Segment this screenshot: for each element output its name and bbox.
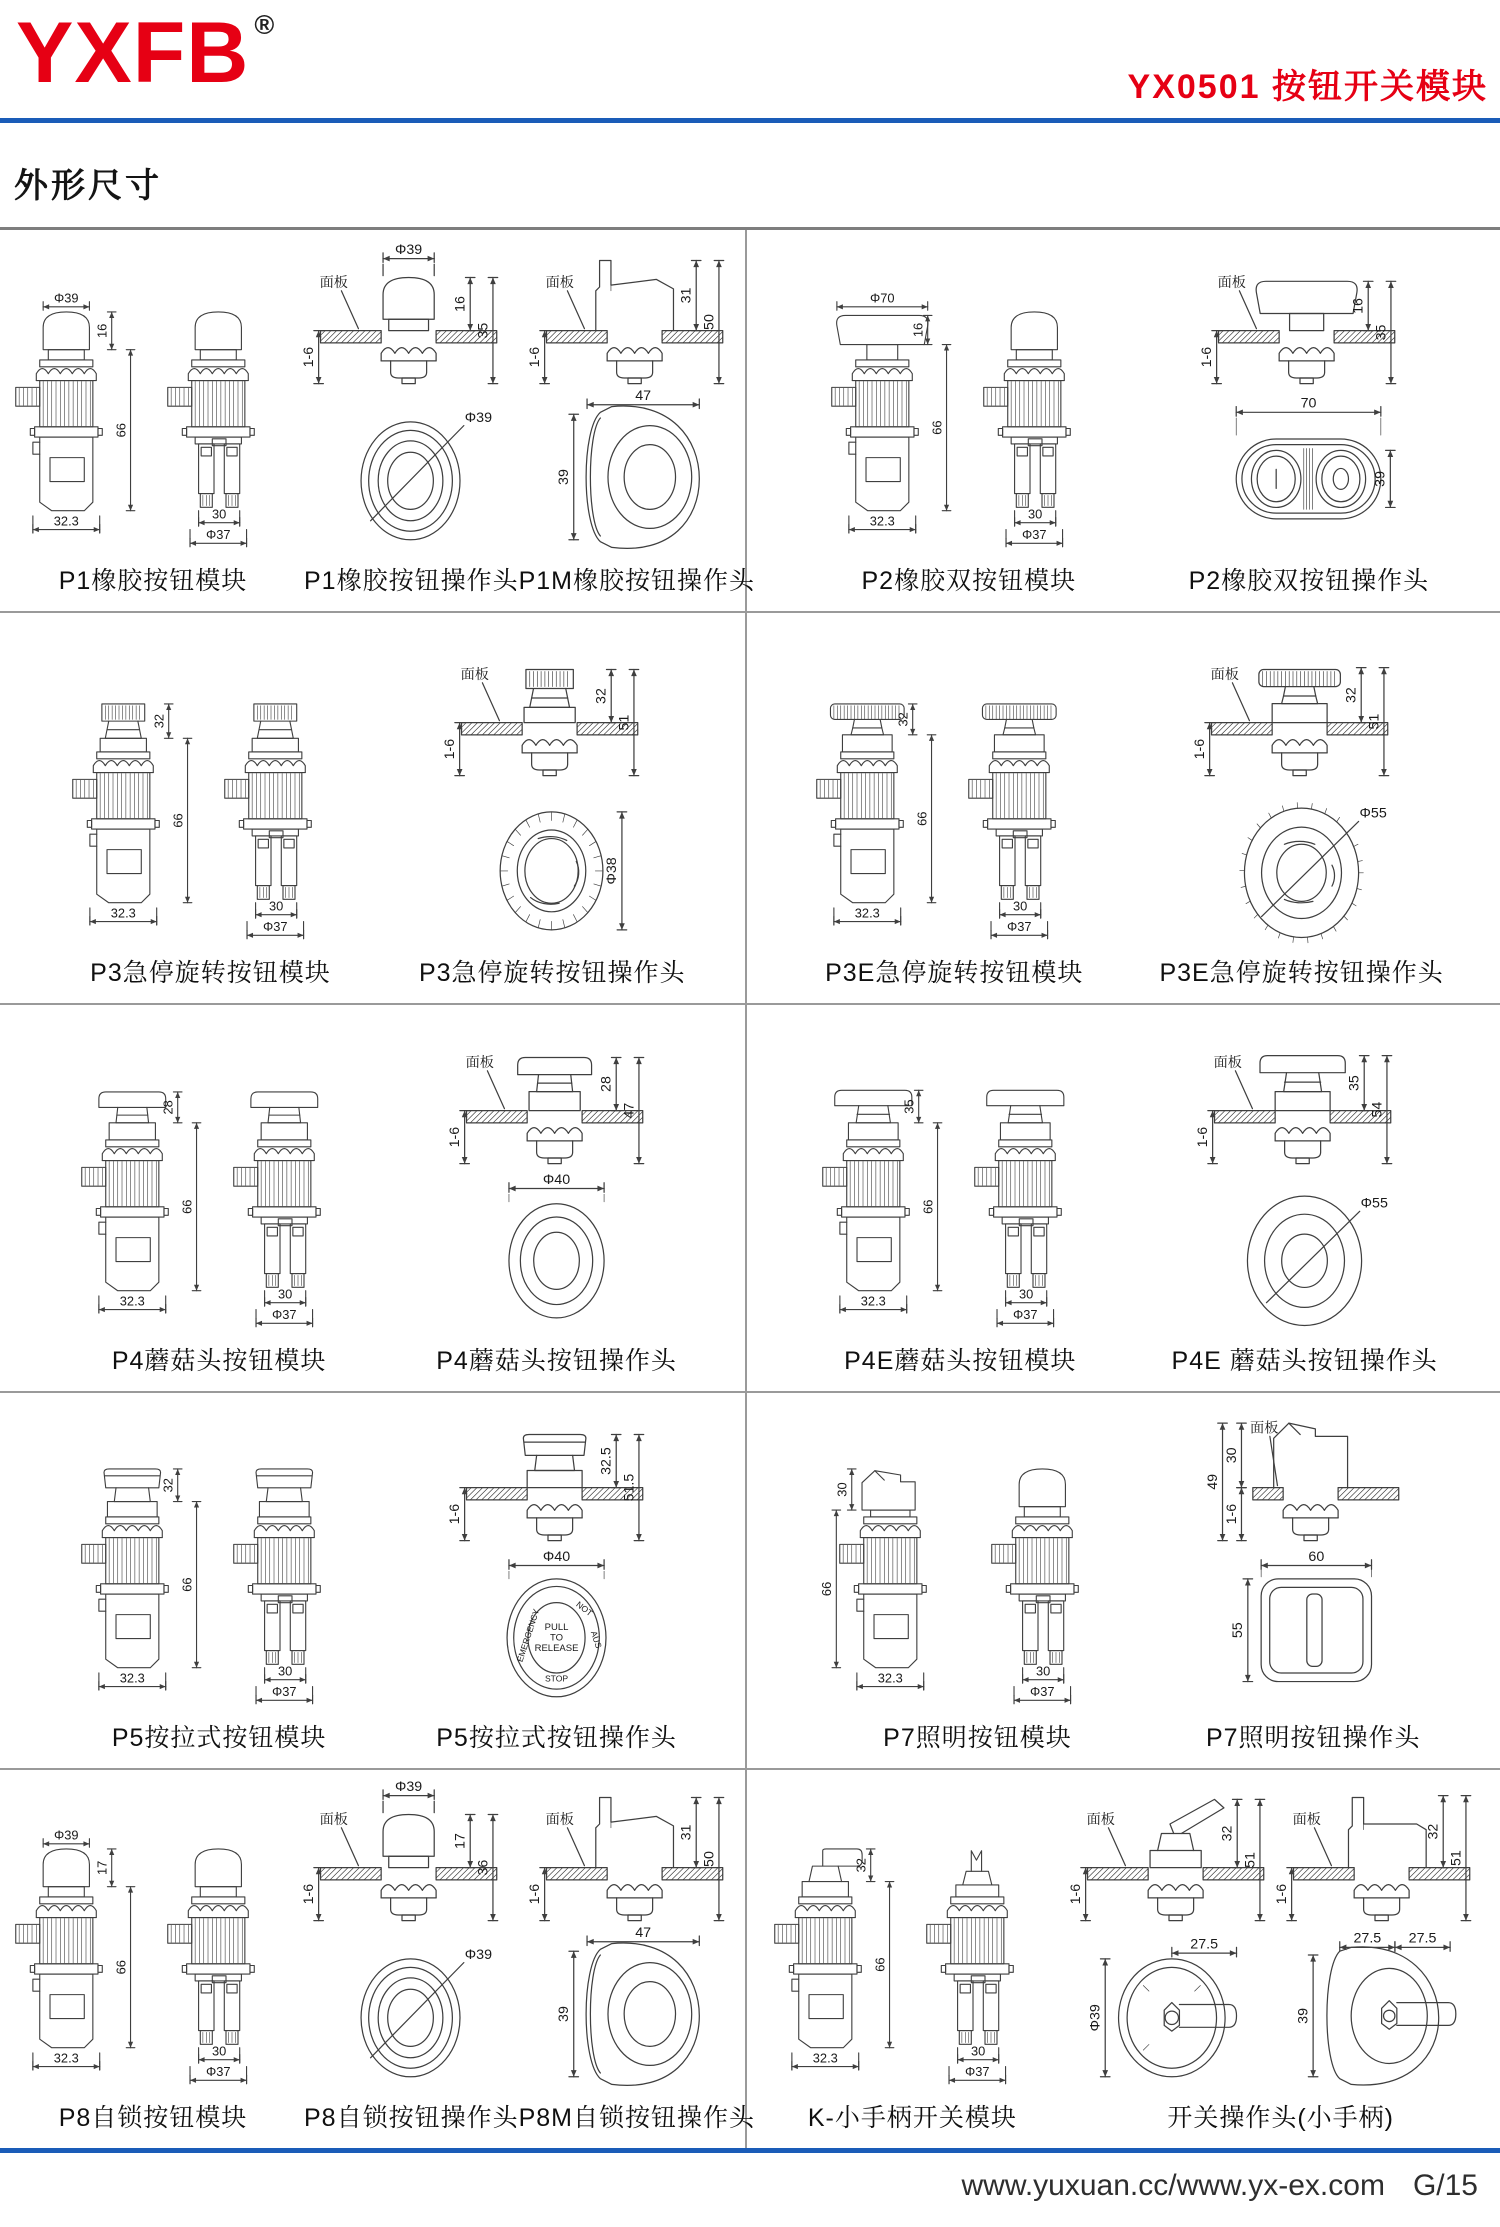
svg-text:32: 32 [1343, 687, 1360, 704]
svg-text:30: 30 [1224, 1447, 1241, 1464]
svg-text:50: 50 [701, 314, 718, 330]
svg-text:30: 30 [835, 1482, 851, 1497]
figure-caption: P4E 蘑菇头按钮操作头 [1171, 1347, 1438, 1375]
svg-text:面板: 面板 [465, 1055, 494, 1071]
svg-text:32.3: 32.3 [869, 513, 895, 529]
svg-text:面板: 面板 [545, 1812, 574, 1828]
fig-section-handle [1067, 1788, 1280, 1932]
fig-module-estop-e [955, 692, 1105, 949]
fig-module-handle-side [913, 1837, 1063, 2094]
fig-section-handle2 [1273, 1788, 1486, 1932]
svg-text:16: 16 [94, 323, 110, 338]
svg-text:Φ37: Φ37 [1021, 527, 1047, 543]
svg-text:66: 66 [179, 1577, 195, 1592]
svg-text:面板: 面板 [545, 275, 574, 291]
svg-text:47: 47 [635, 387, 651, 404]
fig-module-rubber [154, 300, 304, 557]
svg-text:16: 16 [1350, 298, 1367, 314]
figure-caption: P1M橡胶按钮操作头 [518, 567, 755, 595]
svg-text:32: 32 [1219, 1825, 1236, 1842]
fig-front-big3 [1217, 1177, 1393, 1337]
spec-cell [0, 230, 755, 611]
svg-text:Φ37: Φ37 [272, 1307, 297, 1323]
svg-text:36: 36 [475, 1859, 492, 1876]
svg-text:32.3: 32.3 [855, 905, 881, 921]
svg-text:32.3: 32.3 [53, 2050, 79, 2066]
header [0, 0, 1500, 118]
fig-section-estop-e [1191, 643, 1404, 787]
svg-text:Φ40: Φ40 [542, 1548, 570, 1565]
fig-section-illum [1205, 1408, 1415, 1552]
svg-text:39: 39 [555, 2006, 572, 2022]
svg-text:1-6: 1-6 [526, 346, 543, 368]
svg-text:Φ38: Φ38 [604, 857, 621, 885]
svg-text:32: 32 [853, 1858, 869, 1873]
svg-text:30: 30 [1019, 1286, 1034, 1302]
brand-logo: YXFB ® [16, 5, 276, 101]
svg-text:32: 32 [152, 713, 168, 729]
fig-module-rubber [154, 1837, 304, 2094]
svg-text:39: 39 [1295, 2007, 1312, 2024]
svg-text:32.5: 32.5 [598, 1447, 615, 1475]
fig-module-mushroom [220, 1080, 370, 1337]
figure-caption: P3急停旋转按钮模块 [90, 959, 331, 987]
figure-group [809, 1080, 1111, 1391]
figure-group [519, 1788, 755, 2148]
svg-text:EMERGENCY: EMERGENCY [514, 1607, 541, 1664]
svg-text:面板: 面板 [1217, 275, 1246, 291]
svg-text:51: 51 [1241, 1852, 1258, 1868]
svg-text:Φ39: Φ39 [465, 1946, 493, 1963]
fig-front-pullface [469, 1548, 645, 1714]
figure-group [301, 1778, 519, 2148]
svg-text:Φ70: Φ70 [869, 290, 895, 306]
svg-text:32.3: 32.3 [813, 2050, 839, 2066]
figure-group [519, 251, 755, 611]
svg-text:RELEASE: RELEASE [534, 1643, 578, 1655]
fig-front-mface [549, 1924, 725, 2094]
svg-text:30: 30 [278, 1663, 293, 1679]
figure-caption: K-小手柄开关模块 [807, 2104, 1017, 2132]
fig-front-squareP7 [1225, 1548, 1401, 1714]
svg-text:Φ37: Φ37 [1030, 1684, 1056, 1700]
svg-text:Φ37: Φ37 [206, 2064, 231, 2080]
svg-text:Φ55: Φ55 [1360, 1195, 1388, 1212]
svg-text:47: 47 [635, 1924, 651, 1941]
svg-text:NOT: NOT [573, 1599, 595, 1619]
svg-text:Φ39: Φ39 [54, 1827, 79, 1843]
svg-text:面板: 面板 [1086, 1812, 1115, 1828]
fig-module-rubber [2, 290, 152, 557]
svg-text:66: 66 [113, 1960, 129, 1975]
fig-front-handleFace2 [1295, 1930, 1472, 2094]
svg-text:32: 32 [895, 712, 911, 727]
figure-caption: P5按拉式按钮模块 [111, 1724, 327, 1752]
fig-section-pull [446, 1408, 659, 1552]
fig-module-pull [68, 1457, 218, 1714]
fig-section-rubber [301, 1778, 513, 1932]
fig-module-mushroom-e [961, 1080, 1111, 1337]
footer-page-number: G/15 [1412, 2169, 1478, 2202]
svg-text:30: 30 [211, 2043, 227, 2059]
svg-text:Φ39: Φ39 [395, 241, 423, 258]
spec-cell [0, 1393, 747, 1768]
svg-text:30: 30 [211, 506, 227, 522]
svg-text:35: 35 [1346, 1075, 1363, 1092]
spec-cell [747, 613, 1500, 1003]
spec-row [0, 1770, 1500, 2148]
svg-text:1-6: 1-6 [1198, 346, 1215, 368]
svg-text:39: 39 [1372, 470, 1389, 487]
figure-group [803, 692, 1105, 1003]
svg-text:30: 30 [1027, 506, 1043, 522]
fig-section-estop [442, 643, 654, 787]
svg-text:32.3: 32.3 [861, 1293, 887, 1309]
svg-text:Φ37: Φ37 [206, 527, 231, 543]
fig-module-handle [761, 1837, 911, 2094]
svg-text:STOP: STOP [544, 1673, 568, 1684]
spec-row [0, 613, 1500, 1005]
figure-group [1206, 1408, 1421, 1768]
svg-text:30: 30 [278, 1286, 293, 1302]
registered-mark-icon: ® [254, 10, 276, 40]
figure-group [761, 1837, 1063, 2148]
svg-text:27.5: 27.5 [1408, 1930, 1437, 1947]
fig-module-illum [819, 1457, 976, 1714]
svg-text:Φ40: Φ40 [542, 1171, 570, 1188]
svg-text:PULL: PULL [544, 1622, 568, 1634]
footer [0, 2148, 1500, 2203]
svg-text:66: 66 [872, 1957, 888, 1972]
svg-text:60: 60 [1308, 1548, 1325, 1565]
figure-caption: P4蘑菇头按钮操作头 [436, 1347, 677, 1375]
fig-front-knurl38 [464, 789, 640, 949]
svg-text:66: 66 [170, 813, 186, 828]
svg-text:Φ39: Φ39 [395, 1778, 423, 1795]
spec-row [0, 1005, 1500, 1393]
svg-text:31: 31 [678, 1824, 695, 1841]
section-title: 外形尺寸 [14, 167, 162, 205]
figure-caption: P2橡胶双按钮操作头 [1188, 567, 1430, 595]
dimension-drawings-grid [0, 227, 1500, 2148]
figure-group [819, 1457, 1128, 1768]
figure-group [68, 1080, 370, 1391]
svg-text:51.5: 51.5 [620, 1473, 637, 1502]
figure-caption: P1橡胶按钮模块 [58, 567, 248, 595]
svg-text:1-6: 1-6 [1067, 1883, 1084, 1905]
fig-section-double [1198, 251, 1411, 395]
svg-text:28: 28 [598, 1076, 615, 1092]
footer-text [0, 2153, 1500, 2203]
fig-section-mushroom-e [1194, 1031, 1407, 1175]
svg-text:55: 55 [1230, 1622, 1247, 1639]
svg-text:47: 47 [620, 1102, 637, 1119]
figure-group [301, 241, 519, 611]
figure-caption: P2橡胶双按钮模块 [861, 567, 1077, 595]
svg-text:32.3: 32.3 [53, 513, 79, 529]
svg-text:面板: 面板 [1292, 1812, 1321, 1828]
svg-text:35: 35 [475, 322, 492, 339]
svg-text:51: 51 [1447, 1850, 1464, 1867]
figure-group [1159, 643, 1443, 1003]
figure-group [1067, 1788, 1486, 2148]
figure-caption: P3E急停旋转按钮操作头 [1159, 959, 1444, 987]
svg-text:51: 51 [1365, 713, 1382, 730]
figure-caption: P3急停旋转按钮操作头 [418, 959, 686, 987]
spec-cell [747, 1005, 1500, 1391]
svg-text:32.3: 32.3 [119, 1293, 145, 1309]
svg-text:35: 35 [901, 1099, 917, 1114]
svg-text:28: 28 [160, 1100, 176, 1115]
fig-section-m [526, 1788, 739, 1932]
fig-module-mushroom-e [809, 1080, 959, 1337]
svg-text:66: 66 [929, 420, 945, 435]
svg-text:49: 49 [1205, 1473, 1222, 1490]
svg-text:Φ55: Φ55 [1359, 805, 1387, 822]
spec-cell [747, 1393, 1500, 1768]
spec-row [0, 1393, 1500, 1770]
svg-text:1-6: 1-6 [526, 1883, 543, 1905]
svg-text:17: 17 [94, 1860, 110, 1875]
svg-text:Φ39: Φ39 [465, 409, 493, 426]
figure-caption: 开关操作头(小手柄) [1167, 2104, 1394, 2132]
footer-url: www.yuxuan.cc/www.yx-ex.com [961, 2169, 1385, 2202]
svg-text:Φ39: Φ39 [54, 290, 79, 306]
svg-text:1-6: 1-6 [1194, 1126, 1211, 1148]
svg-text:1-6: 1-6 [446, 1126, 463, 1148]
svg-text:Φ37: Φ37 [1013, 1307, 1038, 1323]
figure-caption: P5按拉式按钮操作头 [436, 1724, 677, 1752]
figure-caption: P4E蘑菇头按钮模块 [844, 1347, 1077, 1375]
svg-text:1-6: 1-6 [442, 738, 459, 760]
figure-caption: P1橡胶按钮操作头 [304, 567, 519, 595]
svg-text:54: 54 [1368, 1101, 1385, 1118]
fig-front-mface [549, 387, 725, 557]
svg-text:1-6: 1-6 [446, 1503, 463, 1525]
svg-text:32: 32 [1425, 1823, 1442, 1840]
svg-text:TO: TO [549, 1632, 563, 1644]
svg-text:66: 66 [819, 1581, 835, 1597]
svg-text:30: 30 [1013, 898, 1028, 914]
fig-section-rubber [301, 241, 513, 395]
fig-front-plain4 [323, 1934, 499, 2094]
spec-row [0, 230, 1500, 613]
svg-text:1-6: 1-6 [301, 1883, 318, 1905]
svg-text:16: 16 [910, 322, 926, 338]
fig-front-handleFace1 [1087, 1934, 1266, 2094]
svg-text:30: 30 [269, 898, 284, 914]
fig-module-rubber [2, 1827, 152, 2094]
svg-text:51: 51 [616, 714, 633, 731]
spec-cell [0, 613, 747, 1003]
svg-text:Φ39: Φ39 [1087, 2004, 1104, 2032]
figure-caption: P7照明按钮操作头 [1205, 1724, 1421, 1752]
svg-text:32: 32 [593, 688, 610, 704]
figure-caption: P8自锁按钮操作头 [304, 2104, 519, 2132]
figure-caption: P7照明按钮模块 [883, 1724, 1072, 1752]
fig-front-double70 [1221, 397, 1397, 557]
fig-module-rubber [978, 1457, 1128, 1714]
svg-text:Φ37: Φ37 [965, 2064, 990, 2080]
svg-text:39: 39 [555, 469, 572, 485]
svg-text:Φ37: Φ37 [1007, 919, 1032, 935]
svg-text:27.5: 27.5 [1353, 1930, 1381, 1947]
svg-text:66: 66 [179, 1199, 195, 1214]
fig-module-estop-e [803, 692, 953, 949]
figure-caption: P3E急停旋转按钮模块 [825, 959, 1084, 987]
svg-text:50: 50 [701, 1851, 718, 1867]
svg-text:32.3: 32.3 [119, 1670, 145, 1686]
svg-text:31: 31 [678, 287, 695, 304]
fig-module-estop [59, 692, 209, 949]
spec-cell [747, 230, 1500, 611]
fig-section-m [526, 251, 739, 395]
svg-text:面板: 面板 [319, 275, 349, 291]
figure-caption: P8自锁按钮模块 [58, 2104, 248, 2132]
spec-cell [0, 1770, 755, 2148]
header-divider [0, 118, 1500, 123]
figure-group [68, 1457, 370, 1768]
svg-text:32.3: 32.3 [878, 1670, 904, 1686]
figure-group [436, 1408, 677, 1768]
svg-text:面板: 面板 [460, 667, 490, 683]
fig-front-plain4 [323, 397, 499, 557]
figure-group [419, 643, 686, 1003]
svg-text:66: 66 [914, 811, 930, 826]
svg-text:66: 66 [920, 1199, 936, 1214]
svg-text:面板: 面板 [319, 1812, 349, 1828]
svg-text:17: 17 [452, 1833, 469, 1849]
figure-group [436, 1031, 677, 1391]
svg-text:面板: 面板 [1213, 1055, 1242, 1071]
figure-group [2, 1827, 304, 2148]
page-title: YX0501 按钮开关模块 [1127, 68, 1488, 106]
svg-text:1-6: 1-6 [1191, 738, 1208, 760]
svg-text:面板: 面板 [1250, 1420, 1279, 1437]
svg-text:面板: 面板 [1210, 667, 1239, 683]
figure-group [1189, 251, 1430, 611]
svg-text:16: 16 [452, 296, 469, 312]
fig-module-estop [211, 692, 361, 949]
svg-text:AUS: AUS [588, 1629, 604, 1650]
figure-caption: P8M自锁按钮操作头 [518, 2104, 755, 2132]
spec-cell [747, 1770, 1500, 2148]
svg-text:30: 30 [1036, 1663, 1051, 1679]
svg-text:1-6: 1-6 [1273, 1883, 1290, 1905]
svg-text:1-6: 1-6 [301, 346, 318, 368]
fig-module-double [818, 290, 968, 557]
svg-text:30: 30 [971, 2043, 986, 2059]
figure-group [59, 692, 361, 1003]
figure-caption: P4蘑菇头按钮模块 [111, 1347, 327, 1375]
figure-group [818, 290, 1120, 611]
figure-group [2, 290, 304, 611]
figure-group [1172, 1031, 1438, 1391]
svg-text:Φ37: Φ37 [272, 1684, 297, 1700]
svg-text:35: 35 [1373, 324, 1390, 341]
fig-module-pull [220, 1457, 370, 1714]
fig-module-rubber [970, 300, 1120, 557]
svg-text:32.3: 32.3 [111, 905, 137, 921]
svg-text:32: 32 [160, 1478, 176, 1493]
spec-cell [0, 1005, 747, 1391]
fig-front-knurl55 [1214, 789, 1390, 949]
fig-module-mushroom [68, 1080, 218, 1337]
fig-front-plainTop [469, 1171, 645, 1337]
fig-section-mushroom [446, 1031, 659, 1175]
svg-text:70: 70 [1300, 395, 1317, 412]
svg-text:66: 66 [113, 423, 129, 438]
svg-text:27.5: 27.5 [1189, 1936, 1218, 1953]
svg-text:Φ37: Φ37 [263, 919, 289, 935]
svg-text:1-6: 1-6 [1224, 1503, 1241, 1525]
